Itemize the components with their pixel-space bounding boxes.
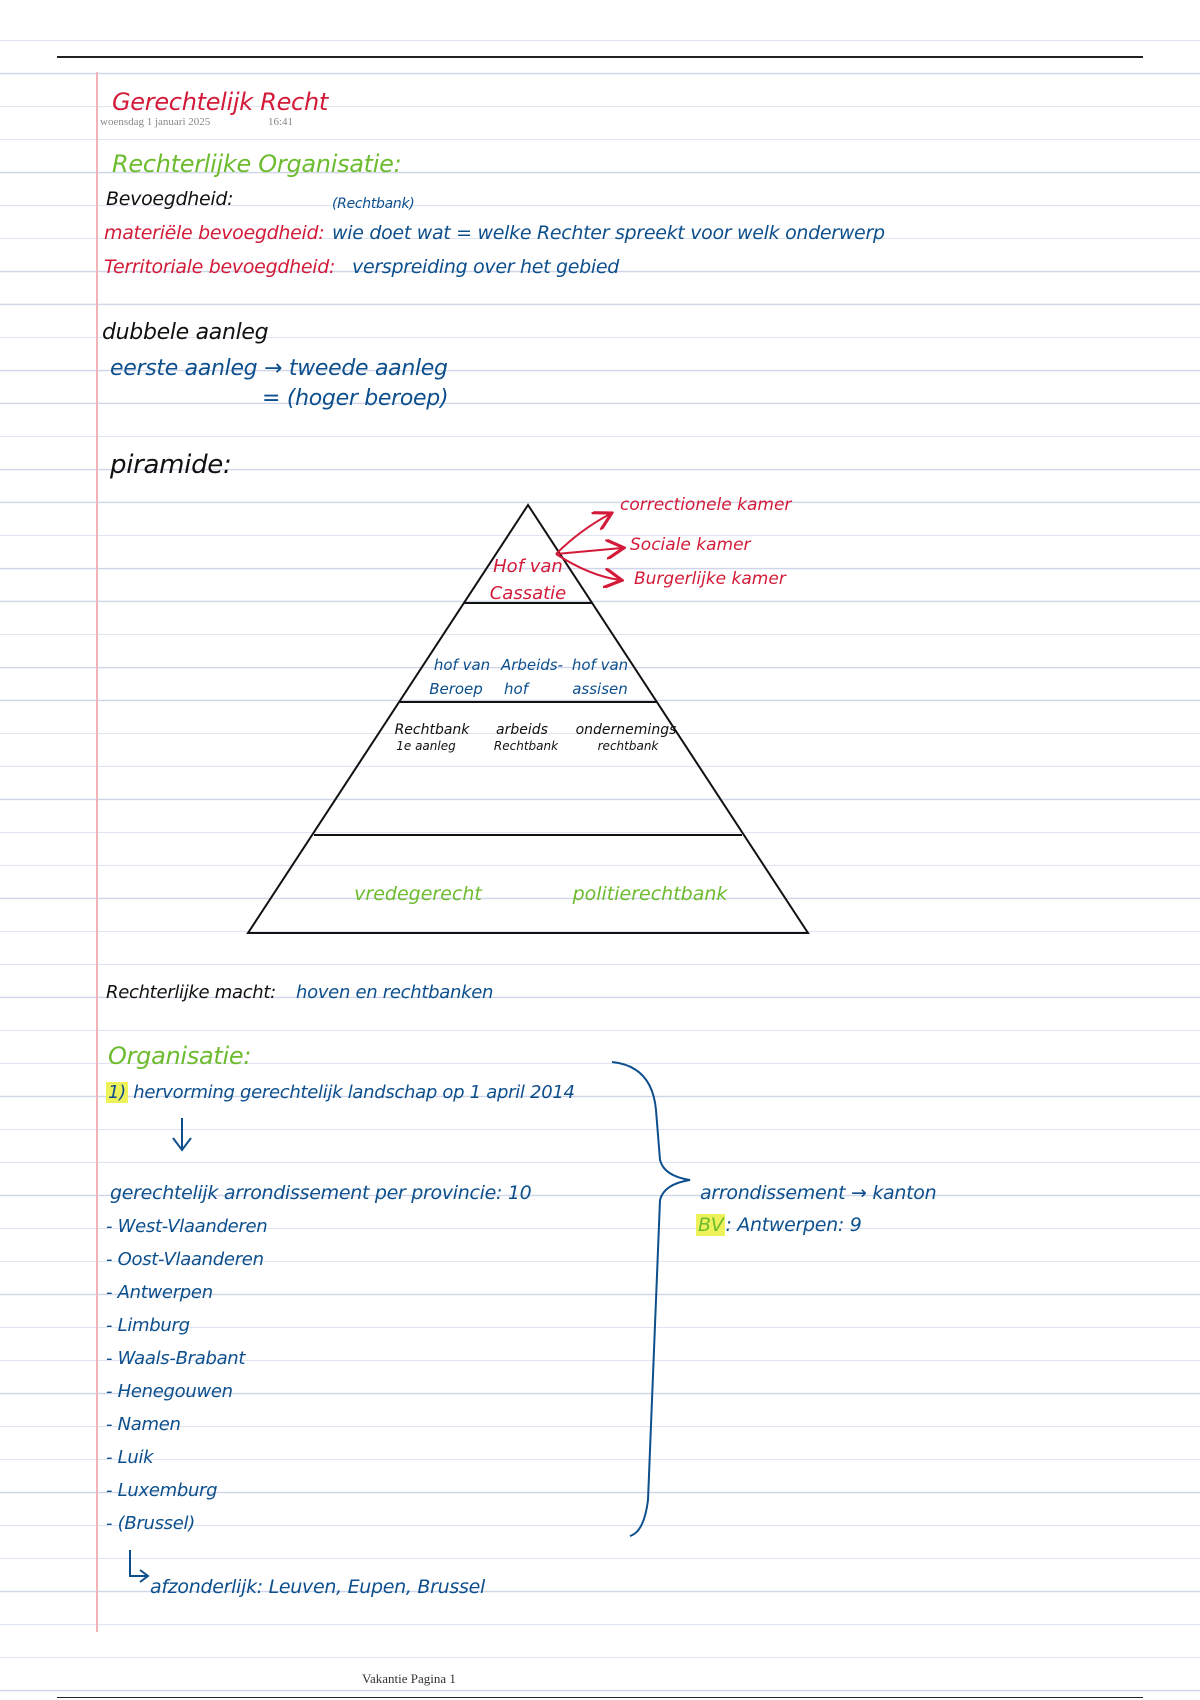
level3-arbeids-l1: arbeids — [496, 722, 548, 738]
chamber-burgerlijk: Burgerlijke kamer — [634, 569, 786, 589]
level3-rechtbank-l1: Rechtbank — [394, 722, 470, 738]
arrondissement-kanton: arrondissement → kanton — [700, 1182, 937, 1204]
organisation-brace — [612, 1062, 690, 1536]
province-item: - Namen — [106, 1414, 181, 1435]
province-item: - Antwerpen — [106, 1282, 213, 1303]
province-item: - Oost-Vlaanderen — [106, 1249, 264, 1270]
afzonderlijk-note: afzonderlijk: Leuven, Eupen, Brussel — [150, 1576, 485, 1598]
bullet-number: 1) — [108, 1082, 126, 1103]
province-item: - Limburg — [106, 1315, 190, 1336]
rechtbank-note: (Rechtbank) — [332, 196, 415, 212]
province-item: - Waals-Brabant — [106, 1348, 246, 1369]
chamber-sociaal: Sociale kamer — [630, 535, 751, 555]
example-line — [696, 1214, 862, 1236]
section-heading-organisatie: Rechterlijke Organisatie: — [112, 150, 402, 178]
level2-arbeidshof-l1: Arbeids- — [500, 656, 564, 674]
materiele-label: materiële bevoegdheid: — [104, 222, 325, 244]
cassatie-line1: Hof van — [493, 556, 563, 577]
territoriale-label: Territoriale bevoegdheid: — [104, 256, 336, 278]
page-title: Gerechtelijk Recht — [112, 88, 328, 116]
chamber-arrows — [556, 514, 622, 580]
politierechtbank-label: politierechtbank — [572, 883, 728, 905]
level2-hof-beroep-l1: hof van — [433, 656, 491, 674]
province-item: - (Brussel) — [106, 1513, 195, 1534]
level2-arbeidshof-l2: hof — [504, 680, 528, 698]
rechterlijke-macht-label: Rechterlijke macht: — [106, 982, 276, 1003]
aanleg-line: eerste aanleg → tweede aanleg — [110, 356, 448, 381]
level3-ondernemings-l2: rechtbank — [597, 739, 659, 753]
bottom-rule — [57, 1697, 1143, 1698]
organisatie-heading: Organisatie: — [108, 1042, 252, 1070]
cassatie-line2: Cassatie — [489, 583, 567, 604]
example-text: : Antwerpen: 9 — [725, 1214, 862, 1236]
province-item: - West-Vlaanderen — [106, 1216, 268, 1237]
hoger-beroep-line: = (hoger beroep) — [262, 386, 449, 411]
level2-hof-beroep-l2: Beroep — [429, 680, 483, 698]
level2-assisen-l1: hof van — [571, 656, 629, 674]
page-date: woensdag 1 januari 2025 — [100, 116, 211, 128]
level2-assisen-l2: assisen — [572, 680, 628, 698]
rechterlijke-macht-text: hoven en rechtbanken — [296, 982, 494, 1003]
province-item: - Luxemburg — [106, 1480, 218, 1501]
page-footer: Vakantie Pagina 1 — [362, 1671, 456, 1686]
bevoegdheid-label: Bevoegdheid: — [106, 188, 234, 210]
level3-ondernemings-l1: ondernemings — [575, 722, 677, 738]
example-tag: BV — [698, 1214, 724, 1236]
reform-line — [106, 1082, 575, 1103]
level3-rechtbank-l2: 1e aanleg — [396, 739, 456, 753]
dubbele-aanleg-heading: dubbele aanleg — [102, 320, 269, 345]
page-time: 16:41 — [268, 116, 294, 128]
level3-arbeids-l2: Rechtbank — [493, 739, 559, 753]
reform-text: hervorming gerechtelijk landschap op 1 april 2014 — [133, 1082, 575, 1103]
down-arrow-icon — [173, 1118, 191, 1150]
vredegerecht-label: vredegerecht — [354, 883, 482, 905]
corner-arrow-icon — [130, 1550, 148, 1582]
piramide-heading: piramide: — [110, 450, 232, 480]
arrondissement-line: gerechtelijk arrondissement per provincie: 10 — [110, 1182, 532, 1204]
province-item: - Henegouwen — [106, 1381, 233, 1402]
province-item: - Luik — [106, 1447, 154, 1468]
territoriale-text: verspreiding over het gebied — [352, 256, 620, 278]
materiele-text: wie doet wat = welke Rechter spreekt voor welk onderwerp — [332, 222, 885, 244]
chamber-correctioneel: correctionele kamer — [620, 495, 792, 515]
